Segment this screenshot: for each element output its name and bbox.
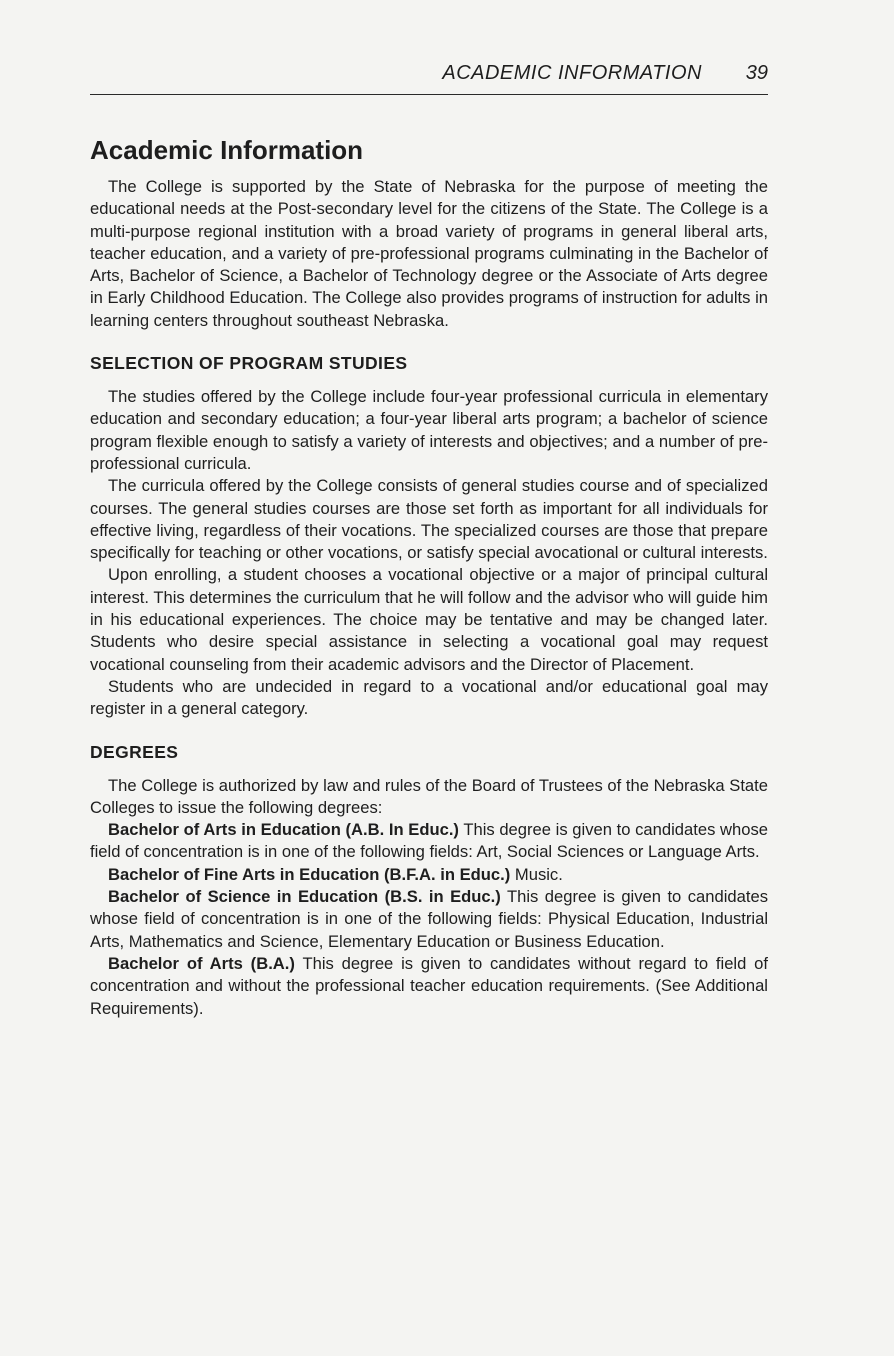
section-heading-selection: SELECTION OF PROGRAM STUDIES bbox=[90, 353, 408, 374]
degree-description: Music. bbox=[510, 864, 563, 884]
degree-description: This degree is given to candidates whose field of concentration is in one of the following fields: Art, Social Sciences or Language Arts. bbox=[90, 820, 768, 862]
running-head bbox=[90, 58, 768, 95]
degree-item bbox=[90, 886, 768, 953]
degree-term: Bachelor of Science in Education (B.S. in Educ.) bbox=[108, 887, 501, 907]
selection-paragraph: Upon enrolling, a student chooses a vocational objective or a major of principal cultural interest. This determines the curriculum that he will follow and the advisor who will guide him in his educational experiences. The choice may be tentative and may be changed later. Students who desire special assistance in selecting a vocational goal may request vocational counseling from their academic advisors and the Director of Placement. bbox=[90, 565, 768, 674]
degree-term: Bachelor of Arts in Education (A.B. In Educ.) bbox=[108, 820, 459, 840]
degree-item bbox=[90, 953, 768, 1020]
page-number: 39 bbox=[745, 62, 768, 84]
degree-term: Bachelor of Fine Arts in Education (B.F.A. in Educ.) bbox=[108, 864, 511, 884]
degree-description: This degree is given to candidates without regard to field of concentration and without the professional teacher education requirements. (See Additional Requirements). bbox=[90, 953, 768, 1018]
running-head-section: ACADEMIC INFORMATION bbox=[442, 62, 702, 84]
degree-term: Bachelor of Arts (B.A.) bbox=[108, 953, 295, 973]
degrees-intro: The College is authorized by law and rules of the Board of Trustees of the Nebraska State Colleges to issue the following degrees: bbox=[90, 775, 768, 817]
degree-item bbox=[90, 819, 768, 864]
selection-paragraph: The studies offered by the College include four-year professional curricula in elementary education and secondary education; a four-year liberal arts program; a bachelor of science program flexible enough to satisfy a variety of interests and objectives; and a number of pre-professional curricula. bbox=[90, 387, 768, 473]
intro-paragraph: The College is supported by the State of Nebraska for the purpose of meeting the educational needs at the Post-secondary level for the citizens of the State. The College is a multi-purpose regional institution with a broad variety of programs in general liberal arts, teacher education, and a variety of pre-professional programs culminating in the Bachelor of Arts, Bachelor of Science, a Bachelor of Technology degree or the Associate of Arts degree in Early Childhood Education. The College also provides programs of instruction for adults in learning centers throughout southeast Nebraska. bbox=[90, 177, 768, 330]
page-title: Academic Information bbox=[90, 135, 364, 165]
section-heading-degrees: DEGREES bbox=[90, 741, 179, 762]
degree-item bbox=[90, 864, 768, 886]
degree-description: This degree is given to candidates whose field of concentration is in one of the following fields: Physical Education, Industrial Arts, Mathematics and Science, Elementary Education or Business Education. bbox=[90, 887, 769, 951]
main-content bbox=[90, 134, 768, 1020]
selection-paragraph: Students who are undecided in regard to a vocational and/or educational goal may register in a general category. bbox=[90, 676, 768, 719]
selection-paragraph: The curricula offered by the College consists of general studies course and of specialized courses. The general studies courses are those set forth as important for all individuals for effective living, regardless of their vocations. The specialized courses are those that prepare specifically for teaching or other vocations, or satisfy special avocational or cultural interests. bbox=[90, 476, 768, 563]
